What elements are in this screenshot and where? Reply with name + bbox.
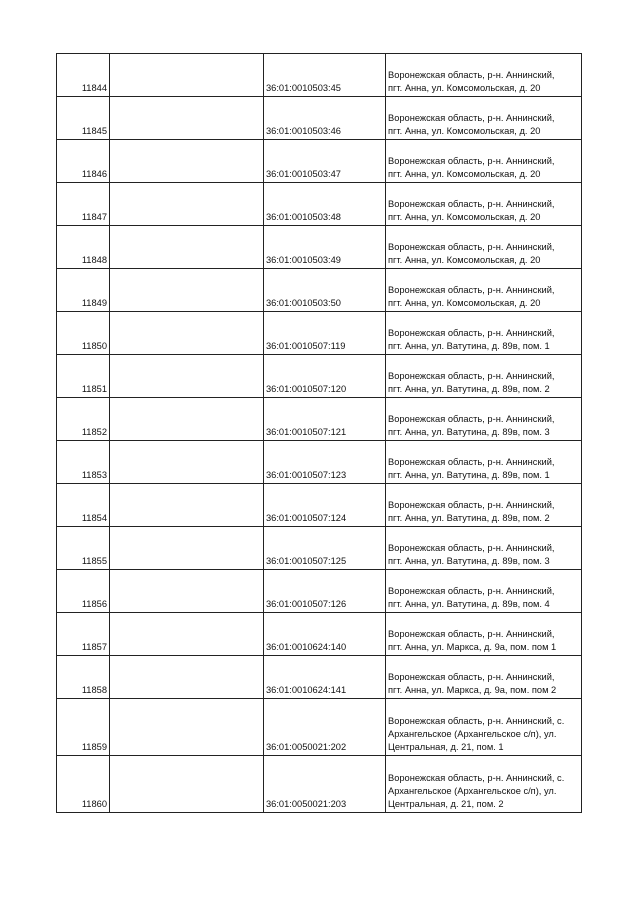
address-cell bbox=[386, 484, 582, 527]
record-number-cell: 11849 bbox=[57, 269, 110, 312]
object-name-cell bbox=[110, 269, 264, 312]
address-cell bbox=[386, 183, 582, 226]
address-line: пгт. Анна, ул. Комсомольская, д. 20 bbox=[388, 126, 541, 136]
address-cell bbox=[386, 570, 582, 613]
table-row bbox=[57, 269, 582, 312]
address-line: пгт. Анна, ул. Ватутина, д. 89в, пом. 1 bbox=[388, 470, 550, 480]
address-line: Воронежская область, р-н. Аннинский, bbox=[388, 242, 555, 252]
address-line: Воронежская область, р-н. Аннинский, bbox=[388, 285, 555, 295]
address-cell bbox=[386, 355, 582, 398]
table-row bbox=[57, 570, 582, 613]
object-name-cell bbox=[110, 527, 264, 570]
registry-table-body bbox=[57, 54, 582, 813]
address-line: Воронежская область, р-н. Аннинский, bbox=[388, 457, 555, 467]
table-row bbox=[57, 656, 582, 699]
address-cell bbox=[386, 140, 582, 183]
object-name-cell bbox=[110, 355, 264, 398]
table-row bbox=[57, 699, 582, 756]
address-line: пгт. Анна, ул. Комсомольская, д. 20 bbox=[388, 83, 541, 93]
cadastral-number-cell: 36:01:0010507:120 bbox=[264, 355, 386, 398]
object-name-cell bbox=[110, 699, 264, 756]
address-line: Воронежская область, р-н. Аннинский, bbox=[388, 672, 555, 682]
address-line: Архангельское (Архангельское с/п), ул. bbox=[388, 729, 557, 739]
address-line: Воронежская область, р-н. Аннинский, bbox=[388, 70, 555, 80]
cadastral-number-cell: 36:01:0010624:141 bbox=[264, 656, 386, 699]
address-cell bbox=[386, 756, 582, 813]
table-row bbox=[57, 140, 582, 183]
record-number-cell: 11859 bbox=[57, 699, 110, 756]
registry-table bbox=[56, 53, 582, 813]
object-name-cell bbox=[110, 756, 264, 813]
record-number-cell: 11858 bbox=[57, 656, 110, 699]
address-line: Воронежская область, р-н. Аннинский, bbox=[388, 543, 555, 553]
table-row bbox=[57, 484, 582, 527]
cadastral-number-cell: 36:01:0010507:123 bbox=[264, 441, 386, 484]
address-line: Воронежская область, р-н. Аннинский, с. bbox=[388, 716, 565, 726]
address-line: пгт. Анна, ул. Ватутина, д. 89в, пом. 3 bbox=[388, 556, 550, 566]
cadastral-number-cell: 36:01:0010503:45 bbox=[264, 54, 386, 97]
object-name-cell bbox=[110, 398, 264, 441]
cadastral-number-cell: 36:01:0010503:46 bbox=[264, 97, 386, 140]
object-name-cell bbox=[110, 226, 264, 269]
record-number-cell: 11853 bbox=[57, 441, 110, 484]
cadastral-number-cell: 36:01:0010503:48 bbox=[264, 183, 386, 226]
address-line: Воронежская область, р-н. Аннинский, bbox=[388, 199, 555, 209]
object-name-cell bbox=[110, 97, 264, 140]
table-row bbox=[57, 613, 582, 656]
table-row bbox=[57, 355, 582, 398]
address-line: пгт. Анна, ул. Ватутина, д. 89в, пом. 3 bbox=[388, 427, 550, 437]
address-line: пгт. Анна, ул. Комсомольская, д. 20 bbox=[388, 298, 541, 308]
address-line: пгт. Анна, ул. Ватутина, д. 89в, пом. 4 bbox=[388, 599, 550, 609]
object-name-cell bbox=[110, 570, 264, 613]
object-name-cell bbox=[110, 484, 264, 527]
record-number-cell: 11860 bbox=[57, 756, 110, 813]
table-row bbox=[57, 54, 582, 97]
record-number-cell: 11846 bbox=[57, 140, 110, 183]
record-number-cell: 11851 bbox=[57, 355, 110, 398]
address-cell bbox=[386, 54, 582, 97]
address-line: Воронежская область, р-н. Аннинский, bbox=[388, 371, 555, 381]
address-line: Центральная, д. 21, пом. 2 bbox=[388, 799, 504, 809]
address-line: Воронежская область, р-н. Аннинский, bbox=[388, 629, 555, 639]
object-name-cell bbox=[110, 441, 264, 484]
table-row bbox=[57, 756, 582, 813]
address-cell bbox=[386, 312, 582, 355]
cadastral-number-cell: 36:01:0050021:202 bbox=[264, 699, 386, 756]
record-number-cell: 11854 bbox=[57, 484, 110, 527]
address-line: Архангельское (Архангельское с/п), ул. bbox=[388, 786, 557, 796]
object-name-cell bbox=[110, 312, 264, 355]
address-line: пгт. Анна, ул. Ватутина, д. 89в, пом. 2 bbox=[388, 513, 550, 523]
address-line: пгт. Анна, ул. Ватутина, д. 89в, пом. 2 bbox=[388, 384, 550, 394]
cadastral-number-cell: 36:01:0010503:47 bbox=[264, 140, 386, 183]
table-row bbox=[57, 398, 582, 441]
address-cell bbox=[386, 613, 582, 656]
cadastral-number-cell: 36:01:0010507:125 bbox=[264, 527, 386, 570]
object-name-cell bbox=[110, 183, 264, 226]
address-cell bbox=[386, 269, 582, 312]
record-number-cell: 11844 bbox=[57, 54, 110, 97]
table-row bbox=[57, 226, 582, 269]
cadastral-number-cell: 36:01:0010507:124 bbox=[264, 484, 386, 527]
address-cell bbox=[386, 441, 582, 484]
object-name-cell bbox=[110, 613, 264, 656]
table-row bbox=[57, 527, 582, 570]
address-cell bbox=[386, 699, 582, 756]
cadastral-number-cell: 36:01:0010503:50 bbox=[264, 269, 386, 312]
table-row bbox=[57, 183, 582, 226]
address-line: Центральная, д. 21, пом. 1 bbox=[388, 742, 504, 752]
cadastral-number-cell: 36:01:0010507:119 bbox=[264, 312, 386, 355]
object-name-cell bbox=[110, 656, 264, 699]
record-number-cell: 11848 bbox=[57, 226, 110, 269]
record-number-cell: 11850 bbox=[57, 312, 110, 355]
address-line: Воронежская область, р-н. Аннинский, bbox=[388, 586, 555, 596]
address-line: пгт. Анна, ул. Комсомольская, д. 20 bbox=[388, 212, 541, 222]
table-row bbox=[57, 312, 582, 355]
address-cell bbox=[386, 656, 582, 699]
address-line: пгт. Анна, ул. Комсомольская, д. 20 bbox=[388, 255, 541, 265]
address-line: пгт. Анна, ул. Ватутина, д. 89в, пом. 1 bbox=[388, 341, 550, 351]
table-row bbox=[57, 97, 582, 140]
object-name-cell bbox=[110, 140, 264, 183]
address-line: Воронежская область, р-н. Аннинский, bbox=[388, 113, 555, 123]
record-number-cell: 11847 bbox=[57, 183, 110, 226]
cadastral-number-cell: 36:01:0010507:121 bbox=[264, 398, 386, 441]
cadastral-number-cell: 36:01:0010624:140 bbox=[264, 613, 386, 656]
record-number-cell: 11845 bbox=[57, 97, 110, 140]
record-number-cell: 11857 bbox=[57, 613, 110, 656]
cadastral-number-cell: 36:01:0010503:49 bbox=[264, 226, 386, 269]
address-line: Воронежская область, р-н. Аннинский, bbox=[388, 156, 555, 166]
address-line: Воронежская область, р-н. Аннинский, bbox=[388, 328, 555, 338]
cadastral-number-cell: 36:01:0010507:126 bbox=[264, 570, 386, 613]
address-cell bbox=[386, 398, 582, 441]
object-name-cell bbox=[110, 54, 264, 97]
record-number-cell: 11856 bbox=[57, 570, 110, 613]
record-number-cell: 11855 bbox=[57, 527, 110, 570]
address-cell bbox=[386, 97, 582, 140]
table-row bbox=[57, 441, 582, 484]
address-line: пгт. Анна, ул. Маркса, д. 9а, пом. пом 2 bbox=[388, 685, 557, 695]
address-line: Воронежская область, р-н. Аннинский, с. bbox=[388, 773, 565, 783]
record-number-cell: 11852 bbox=[57, 398, 110, 441]
address-line: Воронежская область, р-н. Аннинский, bbox=[388, 414, 555, 424]
address-line: пгт. Анна, ул. Комсомольская, д. 20 bbox=[388, 169, 541, 179]
cadastral-number-cell: 36:01:0050021:203 bbox=[264, 756, 386, 813]
address-cell bbox=[386, 527, 582, 570]
address-cell bbox=[386, 226, 582, 269]
address-line: пгт. Анна, ул. Маркса, д. 9а, пом. пом 1 bbox=[388, 642, 557, 652]
address-line: Воронежская область, р-н. Аннинский, bbox=[388, 500, 555, 510]
